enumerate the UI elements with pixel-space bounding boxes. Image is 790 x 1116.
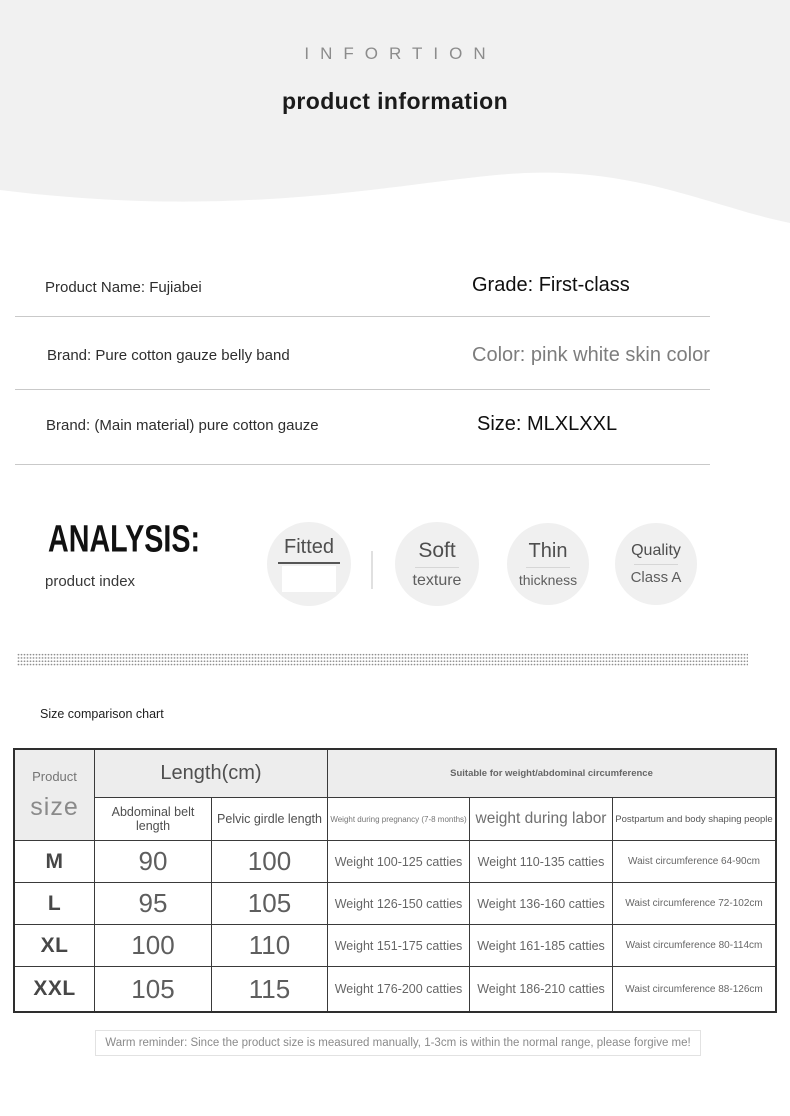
table-cell: Weight 136-160 catties	[470, 883, 613, 925]
badge-underline	[526, 567, 570, 568]
table-cell: Waist circumference 64-90cm	[613, 841, 775, 883]
corner-size-label: size	[30, 792, 79, 821]
table-cell: 100	[95, 925, 212, 967]
table-row-xl-size: XL	[15, 925, 95, 967]
col-header-postpartum: Postpartum and body shaping people	[613, 798, 775, 841]
badge-underline	[415, 567, 459, 568]
badge-label: Fitted	[283, 536, 335, 558]
table-row-xxl-size: XXL	[15, 967, 95, 1011]
table-cell: 90	[95, 841, 212, 883]
size-chart-label: Size comparison chart	[40, 707, 164, 721]
spec-divider	[15, 464, 710, 465]
table-cell: 110	[212, 925, 328, 967]
spec-divider	[15, 316, 710, 317]
badge-sublabel: texture	[412, 571, 462, 589]
spec-brand: Brand: Pure cotton gauze belly band	[47, 347, 290, 364]
table-cell: 100	[212, 841, 328, 883]
table-cell: 105	[212, 883, 328, 925]
analysis-subtitle: product index	[45, 573, 136, 590]
table-cell: Waist circumference 72-102cm	[613, 883, 775, 925]
table-cell: Weight 161-185 catties	[470, 925, 613, 967]
col-header-pregnancy: Weight during pregnancy (7-8 months)	[328, 798, 470, 841]
table-cell: Weight 110-135 catties	[470, 841, 613, 883]
spec-product-name: Product Name: Fujiabei	[45, 279, 202, 296]
badge-label: Quality	[631, 542, 681, 559]
table-cell: 115	[212, 967, 328, 1011]
badge-underline	[278, 562, 340, 564]
table-cell: Weight 126-150 catties	[328, 883, 470, 925]
badge-sublabel: Class A	[630, 569, 682, 586]
badge-label: Thin	[528, 540, 568, 562]
header-eyebrow: INFORTION	[304, 44, 497, 63]
spec-grade: Grade: First-class	[472, 274, 630, 296]
badge-separator	[371, 551, 373, 589]
warm-reminder-box	[95, 1030, 701, 1056]
spec-size: Size: MLXLXXL	[477, 413, 618, 435]
table-cell: Weight 151-175 catties	[328, 925, 470, 967]
col-header-abdominal: Abdominal belt length	[95, 798, 212, 841]
table-row-m-size: M	[15, 841, 95, 883]
table-cell: Weight 186-210 catties	[470, 967, 613, 1011]
size-comparison-table	[13, 748, 777, 1013]
table-cell: Waist circumference 88-126cm	[625, 983, 763, 995]
col-header-labor: weight during labor	[470, 798, 613, 841]
spec-material: Brand: (Main material) pure cotton gauze	[46, 417, 319, 434]
table-cell: Weight 176-200 catties	[328, 967, 470, 1011]
badge-thin-thickness	[507, 523, 589, 605]
table-cell: 105	[95, 967, 212, 1011]
table-corner-cell	[15, 750, 95, 841]
page-title: product information	[281, 88, 509, 114]
badge-quality-class-a	[615, 523, 697, 605]
group-header-suitable: Suitable for weight/abdominal circumference	[328, 750, 775, 798]
dotted-divider	[17, 653, 748, 666]
table-row-l-size: L	[15, 883, 95, 925]
analysis-title: ANALYSIS:	[48, 518, 201, 561]
warm-reminder-text: Warm reminder: Since the product size is measured manually, 1-3cm is within the normal range, please forgive me!	[105, 1037, 691, 1049]
badge-fitted	[267, 522, 351, 606]
badge-underline	[634, 564, 678, 565]
corner-product-label: Product	[32, 768, 77, 784]
table-cell: Weight 100-125 catties	[328, 841, 470, 883]
table-cell: 95	[95, 883, 212, 925]
badge-label: Soft	[418, 538, 456, 562]
col-header-pelvic: Pelvic girdle length	[212, 798, 328, 841]
spec-color: Color: pink white skin color	[472, 344, 710, 366]
table-cell: Waist circumference 80-114cm	[613, 925, 775, 967]
badge-soft-texture	[395, 522, 479, 606]
badge-sublabel: thickness	[518, 572, 578, 588]
spec-divider	[15, 389, 710, 390]
badge-blank-area	[282, 566, 336, 592]
header-wave	[0, 0, 790, 230]
group-header-length: Length(cm)	[95, 750, 328, 798]
